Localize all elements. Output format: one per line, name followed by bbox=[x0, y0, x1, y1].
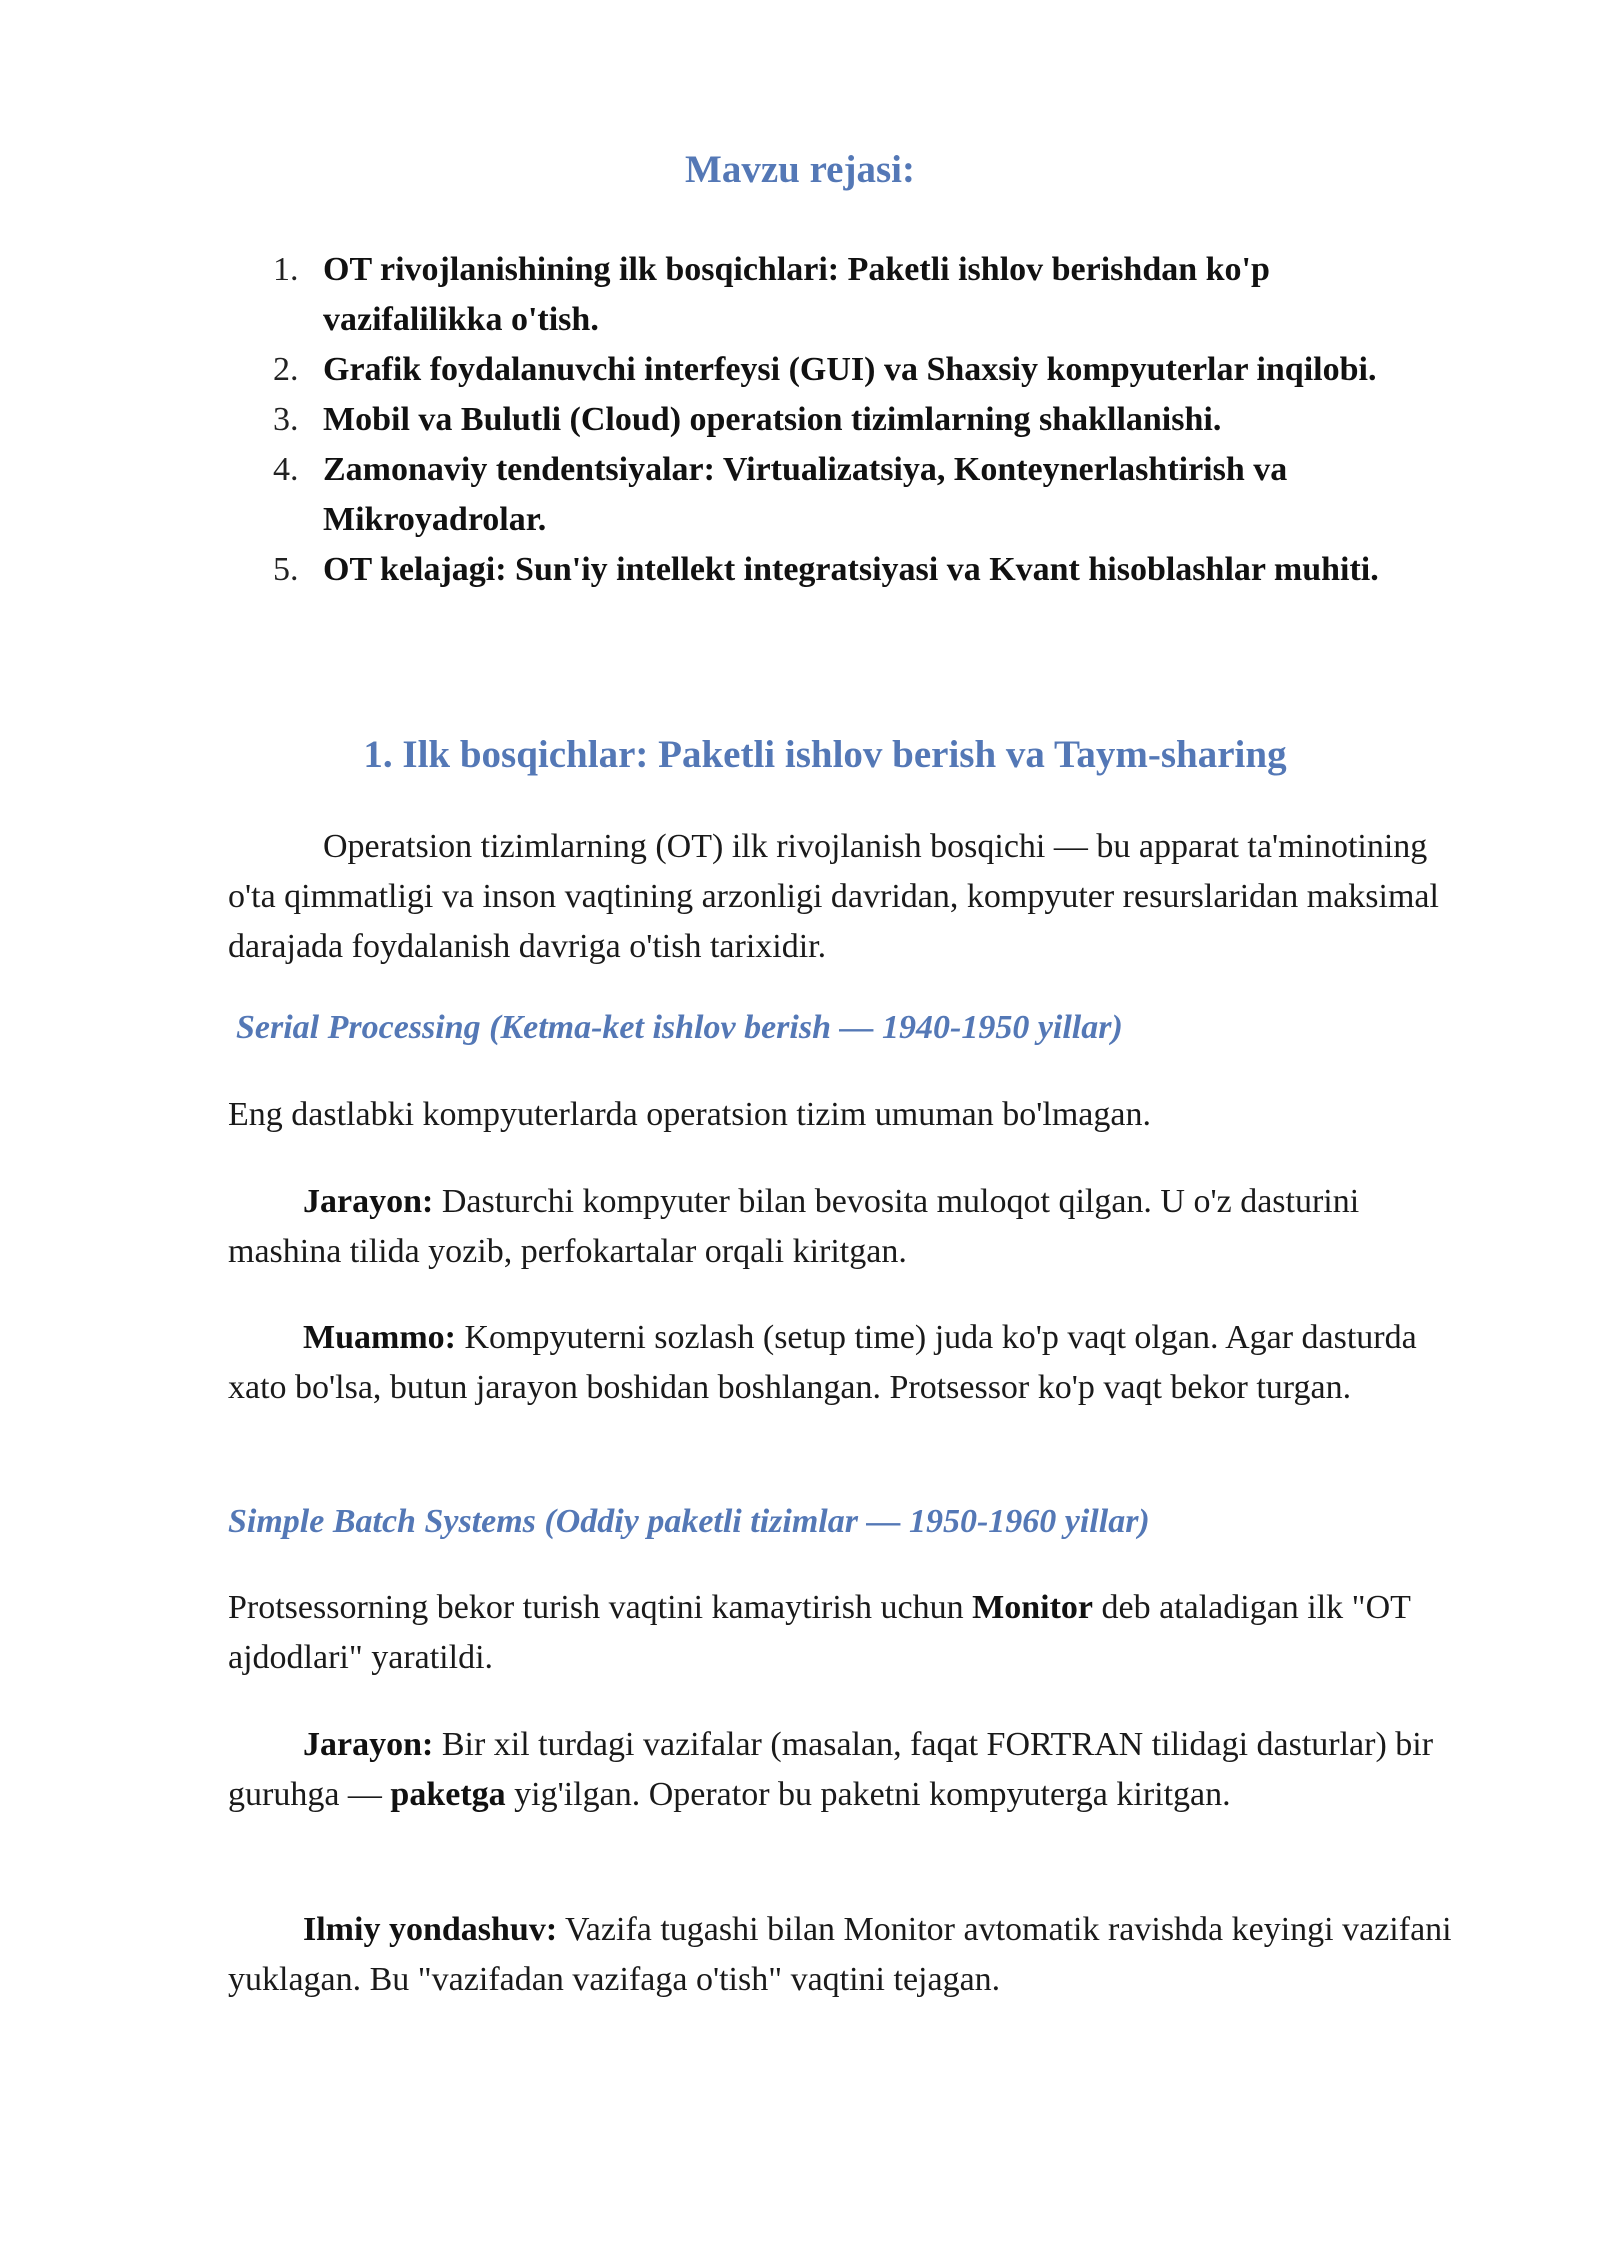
simple-batch-heading: Simple Batch Systems (Oddiy paketli tizimlar — 1950-1960 yillar) bbox=[228, 1503, 1150, 1540]
plan-title: Mavzu rejasi: bbox=[685, 148, 915, 191]
batch-process-paragraph bbox=[228, 1720, 1468, 1820]
batch-approach-paragraph bbox=[228, 1905, 1468, 2005]
plan-item-number: 2. bbox=[273, 351, 299, 388]
plan-item-number: 4. bbox=[273, 451, 299, 488]
plan-item-text: Mobil va Bulutli (Cloud) operatsion tizimlarning shakllanishi. bbox=[323, 401, 1222, 438]
process-text: Dasturchi kompyuter bilan bevosita muloqot qilgan. U o'z dasturini mashina tilida yozib, perfokartalar orqali kiritgan. bbox=[228, 1183, 1360, 1270]
plan-item-text: Zamonaviy tendentsiyalar: Virtualizatsiya, Konteynerlashtirish va Mikroyadrolar. bbox=[323, 451, 1288, 538]
serial-problem-paragraph bbox=[228, 1313, 1468, 1413]
plan-item-5 bbox=[268, 545, 1418, 595]
plan-list bbox=[268, 245, 1418, 595]
batch-lead-text-end: deb ataladigan ilk "OT ajdodlari" yaratildi. bbox=[228, 1589, 1411, 1676]
process-text: Bir xil turdagi vazifalar (masalan, faqat FORTRAN tilidagi dasturlar) bir guruhga — bbox=[228, 1726, 1434, 1813]
serial-lead-paragraph: Eng dastlabki kompyuterlarda operatsion tizim umuman bo'lmagan. bbox=[228, 1096, 1151, 1133]
process-label: Jarayon: bbox=[303, 1183, 434, 1220]
process-label: Jarayon: bbox=[303, 1726, 434, 1763]
plan-item-3 bbox=[268, 395, 1418, 445]
plan-item-text: OT rivojlanishining ilk bosqichlari: Paketli ishlov berishdan ko'p vazifalilikka o'tish. bbox=[323, 251, 1270, 338]
problem-text: Kompyuterni sozlash (setup time) juda ko'p vaqt olgan. Agar dasturda xato bo'lsa, butun jarayon boshidan boshlangan. Protsessor ko'p vaqt bekor turgan. bbox=[228, 1319, 1417, 1406]
plan-item-1 bbox=[268, 245, 1418, 345]
monitor-term: Monitor bbox=[972, 1589, 1093, 1626]
plan-item-number: 3. bbox=[273, 401, 299, 438]
problem-label: Muammo: bbox=[303, 1319, 456, 1356]
serial-processing-heading: Serial Processing (Ketma-ket ishlov berish — 1940-1950 yillar) bbox=[236, 1009, 1123, 1046]
batch-lead-text: Protsessorning bekor turish vaqtini kamaytirish uchun bbox=[228, 1589, 973, 1626]
plan-item-text: OT kelajagi: Sun'iy intellekt integratsiyasi va Kvant hisoblashlar muhiti. bbox=[323, 551, 1379, 588]
batch-lead-paragraph bbox=[228, 1583, 1468, 1683]
plan-item-2 bbox=[268, 345, 1418, 395]
plan-item-number: 1. bbox=[273, 251, 299, 288]
approach-text: Vazifa tugashi bilan Monitor avtomatik ravishda keyingi vazifani yuklagan. Bu "vazifadan vazifaga o'tish" vaqtini tejagan. bbox=[228, 1911, 1452, 1998]
paket-term: paketga bbox=[390, 1776, 506, 1813]
plan-item-text: Grafik foydalanuvchi interfeysi (GUI) va Shaxsiy kompyuterlar inqilobi. bbox=[323, 351, 1377, 388]
plan-item-number: 5. bbox=[273, 551, 299, 588]
plan-item-4 bbox=[268, 445, 1418, 545]
approach-label: Ilmiy yondashuv: bbox=[303, 1911, 558, 1948]
section-title: 1. Ilk bosqichlar: Paketli ishlov berish va Taym-sharing bbox=[363, 733, 1287, 776]
process-text-end: yig'ilgan. Operator bu paketni kompyuterga kiritgan. bbox=[505, 1776, 1231, 1813]
serial-process-paragraph bbox=[228, 1177, 1468, 1277]
section-intro-paragraph: Operatsion tizimlarning (OT) ilk rivojlanish bosqichi — bu apparat ta'minotining o'ta qimmatligi va inson vaqtining arzonligi davridan, kompyuter resurslaridan maksimal darajada foydalanish davriga o'tish tarixidir. bbox=[228, 828, 1439, 965]
